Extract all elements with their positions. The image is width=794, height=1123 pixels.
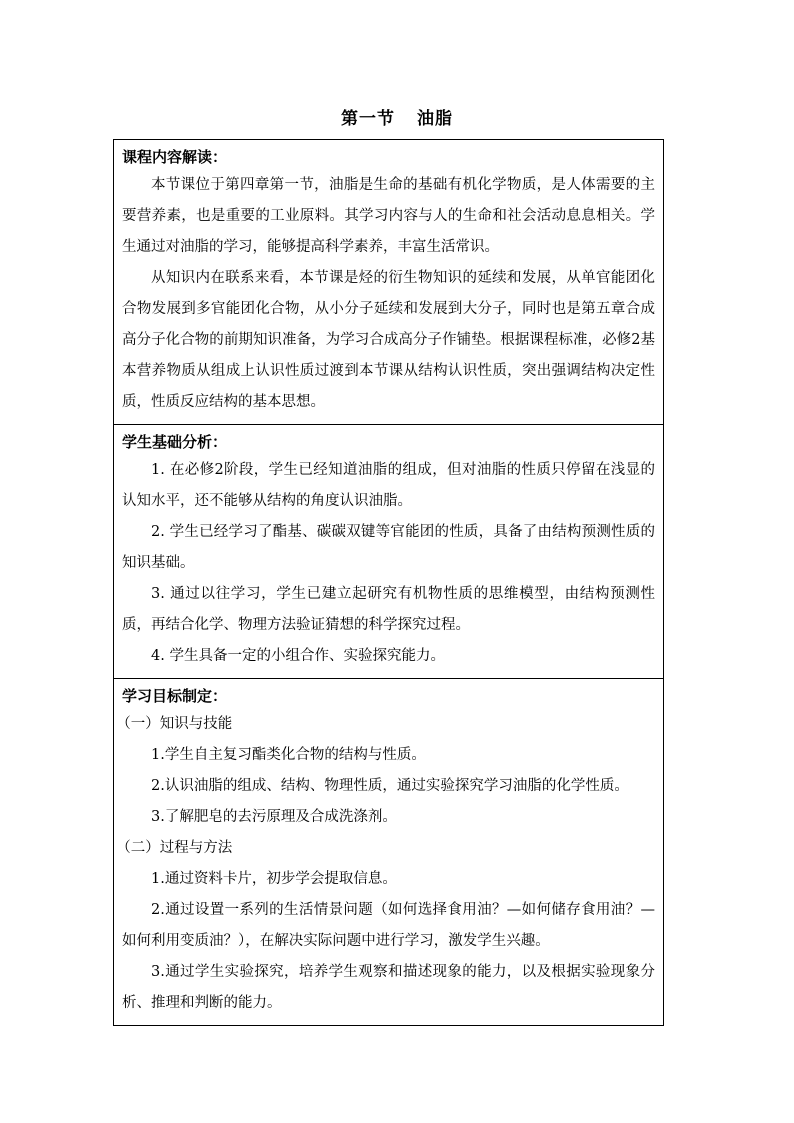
list-item: 3.通过学生实验探究，培养学生观察和描述现象的能力，以及根据实验现象分析、推理和判断的能力。 bbox=[122, 964, 655, 1011]
section-heading: 课程内容解读： bbox=[122, 148, 228, 166]
title-section-number: 第一节 bbox=[341, 109, 395, 129]
subsection-heading: （一）知识与技能 bbox=[116, 716, 233, 732]
subsection-heading: （二）过程与方法 bbox=[116, 840, 233, 856]
list-item: 2.认识油脂的组成、结构、物理性质，通过实验探究学习油脂的化学性质。 bbox=[151, 778, 629, 794]
list-item: 1. 在必修2阶段，学生已经知道油脂的组成，但对油脂的性质只停留在浅显的认知水平，还不能够从结构的角度认识油脂。 bbox=[122, 462, 655, 509]
list-item: 3.了解肥皂的去污原理及合成洗涤剂。 bbox=[151, 809, 397, 825]
list-item: 3. 通过以往学习，学生已建立起研究有机物性质的思维模型，由结构预测性质，再结合化学、物理方法验证猜想的科学探究过程。 bbox=[122, 586, 655, 633]
section-heading: 学习目标制定： bbox=[122, 687, 228, 705]
paragraph: 从知识内在联系来看，本节课是烃的衍生物知识的延续和发展，从单官能团化合物发展到多官能团化合物，从小分子延续和发展到大分子，同时也是第五章合成高分子化合物的前期知识准备，为学习合成高分子作铺垫。根据课程标准，必修2基本营养物质从组成上认识性质过渡到本节课从结构认识性质，突出强调结构决定性质，性质反应结构的基本思想。 bbox=[122, 270, 655, 410]
list-item: 2.通过设置一系列的生活情景问题（如何选择食用油？—如何储存食用油？—如何利用变质油？），在解决实际问题中进行学习，激发学生兴趣。 bbox=[122, 902, 655, 949]
section-student-analysis bbox=[114, 425, 663, 679]
title-topic: 油脂 bbox=[417, 109, 453, 129]
list-item: 2. 学生已经学习了酯基、碳碳双键等官能团的性质，具备了由结构预测性质的知识基础。 bbox=[122, 524, 655, 571]
paragraph: 本节课位于第四章第一节，油脂是生命的基础有机化学物质，是人体需要的主要营养素，也是重要的工业原料。其学习内容与人的生命和社会活动息息相关。学生通过对油脂的学习，能够提高科学素养，丰富生活常识。 bbox=[122, 177, 655, 255]
section-learning-goals bbox=[114, 679, 663, 1025]
list-item: 1.学生自主复习酯类化合物的结构与性质。 bbox=[151, 747, 426, 763]
lesson-plan-table bbox=[113, 139, 664, 1026]
page-title bbox=[0, 104, 794, 129]
section-course-content bbox=[114, 140, 663, 425]
list-item: 4. 学生具备一定的小组合作、实验探究能力。 bbox=[151, 648, 445, 664]
section-heading: 学生基础分析： bbox=[122, 433, 228, 451]
list-item: 1.通过资料卡片，初步学会提取信息。 bbox=[151, 871, 397, 887]
